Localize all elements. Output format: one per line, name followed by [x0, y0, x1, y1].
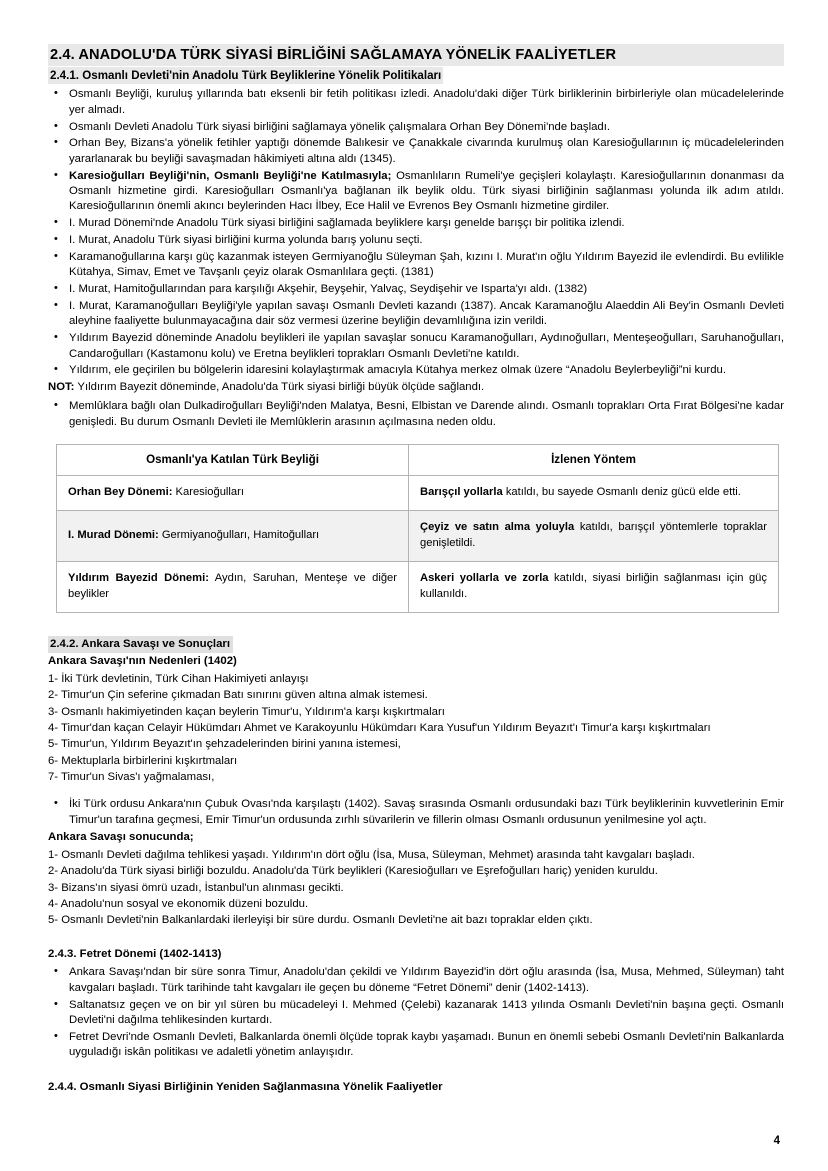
table-header-cell-yontem: İzlenen Yöntem	[409, 444, 779, 475]
page-content	[48, 44, 784, 1096]
table-cell-beylik	[57, 562, 409, 613]
bullet-bold-lead: Karesioğulları Beyliği'nin, Osmanlı Beyliği'ne Katılmasıyla;	[69, 169, 392, 182]
bullet-text: Yıldırım, ele geçirilen bu bölgelerin idaresini kolaylaştırmak amacıyla Kütahya merkez olmak üzere “Anadolu Beylerbeyliği”ni kurdu.	[69, 364, 726, 377]
results-list	[48, 847, 784, 929]
subsection-heading-241: 2.4.1. Osmanlı Devleti'nin Anadolu Türk Beyliklerine Yönelik Politikaları	[48, 67, 443, 84]
bullet-text: Memlûklara bağlı olan Dulkadiroğulları Beyliği'nden Malatya, Besni, Elbistan ve Darende alındı. Osmanlı toprakları Orta Fırat Bölgesi'ne kadar genişledi. Bu durum Osmanlı Devleti ile Memlûklerin arasının açılmasına neden oldu.	[69, 400, 784, 428]
list-item	[48, 363, 784, 378]
table-cell-yontem	[409, 476, 779, 511]
list-item: • Fetret Devri'nde Osmanlı Devleti, Balkanlarda önemli ölçüde toprak kaybı yaşamadı. Bunun en önemli sebebi Osmanlı Devleti'nin Balkanlarda uyguladığı iskân politikası ve adaletli yönetim anlayışıdır.	[48, 1030, 784, 1061]
table-row	[57, 476, 779, 511]
table-cell-beylik	[57, 511, 409, 562]
section-heading-244: 2.4.4. Osmanlı Siyasi Birliğinin Yeniden Sağlanmasına Yönelik Faaliyetler	[48, 1081, 443, 1094]
list-item	[48, 136, 784, 167]
list-item	[48, 87, 784, 118]
cause-line: 6- Mektuplarla birbirlerini kışkırtmaları	[48, 754, 238, 767]
battle-description-list	[48, 797, 784, 828]
bullet-text: Orhan Bey, Bizans'a yönelik fetihler yaptığı dönemde Balıkesir ve Çanakkale civarında kurulmuş olan Karesioğullarının iç mücadelelerinden yararlanarak bu beyliği savaşmadan hâkimiyeti altına aldı (1345).	[69, 137, 784, 165]
cell-text: Germiyanoğulları, Hamitoğulları	[158, 529, 320, 542]
bullet-text: Osmanlı Beyliği, kuruluş yıllarında batı eksenli bir fetih politikası izledi. Anadolu'daki diğer Türk birliklerinin birbirleriyle olan mücadelelerinde yer almadı.	[69, 88, 784, 116]
list-item	[48, 216, 784, 231]
note-line	[48, 380, 784, 396]
list-item: • Ankara Savaşı'ndan bir süre sonra Timur, Anadolu'dan çekildi ve Yıldırım Bayezid'in dört oğlu arasında (İsa, Musa, Mehmed, Süleyman) taht kavgaları başladı. Türk tarihinde taht kavgaları ile geçen bu döneme “Fetret Dönemi” denir (1402-1413).	[48, 965, 784, 996]
cell-bold-label: I. Murad Dönemi:	[68, 529, 159, 542]
cell-bold-label: Barışçıl yollarla	[420, 486, 503, 499]
note-label: NOT:	[48, 381, 75, 394]
bullet-list-after-note	[48, 399, 784, 430]
bullet-text: I. Murat, Karamanoğulları Beyliği'yle yapılan savaşı Osmanlı Devleti kazandı (1387). Ancak Karamanoğlu Alaeddin Ali Bey'in Osmanlı Devleti aleyhine faaliyette bulunmayacağına dair söz vermesi üzerine beyliğin devamlılığına izin verildi.	[69, 299, 784, 328]
cell-text: katıldı, barışçıl yöntemlerle topraklar genişletildi.	[420, 521, 767, 550]
cell-bold-label: Askeri yollarla ve zorla	[420, 572, 549, 585]
bullet-list-241	[48, 87, 784, 378]
cell-bold-label: Çeyiz ve satın alma yoluyla	[420, 521, 575, 534]
table-cell-yontem	[409, 562, 779, 613]
cell-text: Karesioğulları	[172, 486, 244, 499]
cell-text: katıldı, bu sayede Osmanlı deniz gücü elde etti.	[502, 486, 741, 499]
battle-description-item: • İki Türk ordusu Ankara'nın Çubuk Ovası'nda karşılaştı (1402). Savaş sırasında Osmanlı ordusundaki bazı Türk beyliklerinin kuvvetlerinin Emir Timur'un tarafına geçmesi, Emir Timur'un ordusunda zırhlı süvarilerin ve fillerin olması Osmanlı ordusunun yenilmesine yol açtı.	[48, 797, 784, 828]
list-item: • Saltanatsız geçen ve on bir yıl süren bu mücadeleyi I. Mehmed (Çelebi) kazanarak 1413 yılında Osmanlı Devleti'nin başına geçti. Osmanlı Devleti'ni dağılma tehlikesinden kurtardı.	[48, 998, 784, 1029]
list-item	[48, 299, 784, 330]
list-item	[48, 282, 784, 297]
table-cell-beylik	[57, 476, 409, 511]
cell-bold-label: Yıldırım Bayezid Dönemi:	[68, 572, 209, 585]
list-item	[48, 250, 784, 281]
bullet-text: Osmanlıların Rumeli'ye geçişleri kolaylaştı. Karesioğullarının donanması da Osmanlı hizmetine girdi. Karesioğulları Osmanlı'ya bağlanan ilk beylik oldu. Türk siyasi birliğinin sağlanması yolunda ilk adım atıldı. Karesioğullarının önemli akıncı beylerinden Hacı İlbey, Ece Halil ve Evrenos Bey Osmanlı hizmetine girdiler.	[69, 169, 785, 213]
cause-line: 4- Timur'dan kaçan Celayir Hükümdarı Ahmet ve Karakoyunlu Hükümdarı Kara Yusuf'un Yıldırım Beyazıt'ı Timur'a karşı kışkırtmaları	[48, 722, 711, 735]
cause-line: 7- Timur'un Sivas'ı yağmalaması,	[48, 771, 215, 784]
section-heading-243: 2.4.3. Fetret Dönemi (1402-1413)	[48, 947, 222, 960]
page-title: 2.4. ANADOLU'DA TÜRK SİYASİ BİRLİĞİNİ SAĞLAMAYA YÖNELİK FAALİYETLER	[48, 44, 784, 66]
causes-list	[48, 671, 784, 785]
result-line: 2- Anadolu'da Türk siyasi birliği bozuldu. Anadolu'da Türk beylikleri (Karesioğulları ve Eşrefoğulları hariç) yeniden kuruldu.	[48, 865, 658, 878]
cell-bold-label: Orhan Bey Dönemi:	[68, 486, 173, 499]
page-number: 4	[773, 1135, 780, 1147]
list-item	[48, 233, 784, 248]
section-242-subtitle: Ankara Savaşı'nın Nedenleri (1402)	[48, 654, 237, 667]
table-row	[57, 511, 779, 562]
list-item	[48, 120, 784, 135]
result-line: 4- Anadolu'nun sosyal ve ekonomik düzeni bozuldu.	[48, 897, 309, 910]
list-item	[48, 399, 784, 430]
result-line: 1- Osmanlı Devleti dağılma tehlikesi yaşadı. Yıldırım'ın dört oğlu (İsa, Musa, Süleyman, Mehmet) arasında taht kavgaları başladı.	[48, 848, 695, 861]
cause-line: 2- Timur'un Çin seferine çıkmadan Batı sınırını güven altına almak istemesi.	[48, 689, 428, 702]
table-row	[57, 562, 779, 613]
cause-line: 3- Osmanlı hakimiyetinden kaçan beylerin Timur'u, Yıldırım'a karşı kışkırtmaları	[48, 705, 445, 718]
bullet-list-243	[48, 965, 784, 1060]
cell-text: katıldı, siyasi birliğin sağlanması için güç kullanıldı.	[420, 572, 767, 600]
note-text: Yıldırım Bayezit döneminde, Anadolu'da Türk siyasi birliği büyük ölçüde sağlandı.	[74, 381, 485, 394]
table-header-cell-beylik: Osmanlı'ya Katılan Türk Beyliği	[57, 444, 409, 475]
bullet-text: I. Murad Dönemi'nde Anadolu Türk siyasi birliğini sağlamada beyliklere karşı genelde barışçı bir politika izlendi.	[69, 217, 625, 230]
bullet-text: Osmanlı Devleti Anadolu Türk siyasi birliğini sağlamaya yönelik çalışmalara Orhan Bey Dönemi'nde başladı.	[69, 120, 611, 133]
section-heading-242: 2.4.2. Ankara Savaşı ve Sonuçları	[48, 636, 233, 653]
result-line: 3- Bizans'ın siyasi ömrü uzadı, İstanbul'un alınması gecikti.	[48, 881, 344, 894]
table-header-row	[57, 444, 779, 475]
bullet-text: I. Murat, Anadolu Türk siyasi birliğini kurma yolunda barış yolunu seçti.	[69, 234, 423, 247]
cell-text: Aydın, Saruhan, Menteşe ve diğer beylikler	[68, 572, 398, 600]
cause-line: 1- İki Türk devletinin, Türk Cihan Hakimiyeti anlayışı	[48, 673, 309, 686]
cause-line: 5- Timur'un, Yıldırım Beyazıt'ın şehzadelerinden birini yanına istemesi,	[48, 738, 401, 751]
list-item	[48, 169, 784, 215]
result-line: 5- Osmanlı Devleti'nin Balkanlardaki ilerleyişi bir süre durdu. Osmanlı Devleti'ne ait bazı topraklar elden çıktı.	[48, 914, 593, 927]
results-title: Ankara Savaşı sonucunda;	[48, 830, 194, 843]
bullet-text: I. Murat, Hamitoğullarından para karşılığı Akşehir, Beyşehir, Yalvaç, Seydişehir ve Isparta'yı aldı. (1382)	[69, 283, 588, 296]
table-cell-yontem	[409, 511, 779, 562]
bullet-text: Karamanoğullarına karşı güç kazanmak isteyen Germiyanoğlu Süleyman Şah, kızını I. Murat'ın oğlu Yıldırım Bayezid ile evlendirdi. Bu evlilikle Kütahya, Simav, Emet ve Tavşanlı çeyiz olarak Osmanlılara geçti. (1381)	[69, 250, 784, 279]
beylik-table	[56, 444, 779, 613]
list-item	[48, 331, 784, 362]
bullet-text: Yıldırım Bayezid döneminde Anadolu beylikleri ile yapılan savaşlar sonucu Karamanoğulları, Aydınoğulları, Menteşeoğulları, Saruhanoğulları, Candaroğulları (Kastamonu kolu) ve Eretna beylikleri toprakları Osmanlı Devleti'ne katıldı.	[69, 332, 784, 360]
